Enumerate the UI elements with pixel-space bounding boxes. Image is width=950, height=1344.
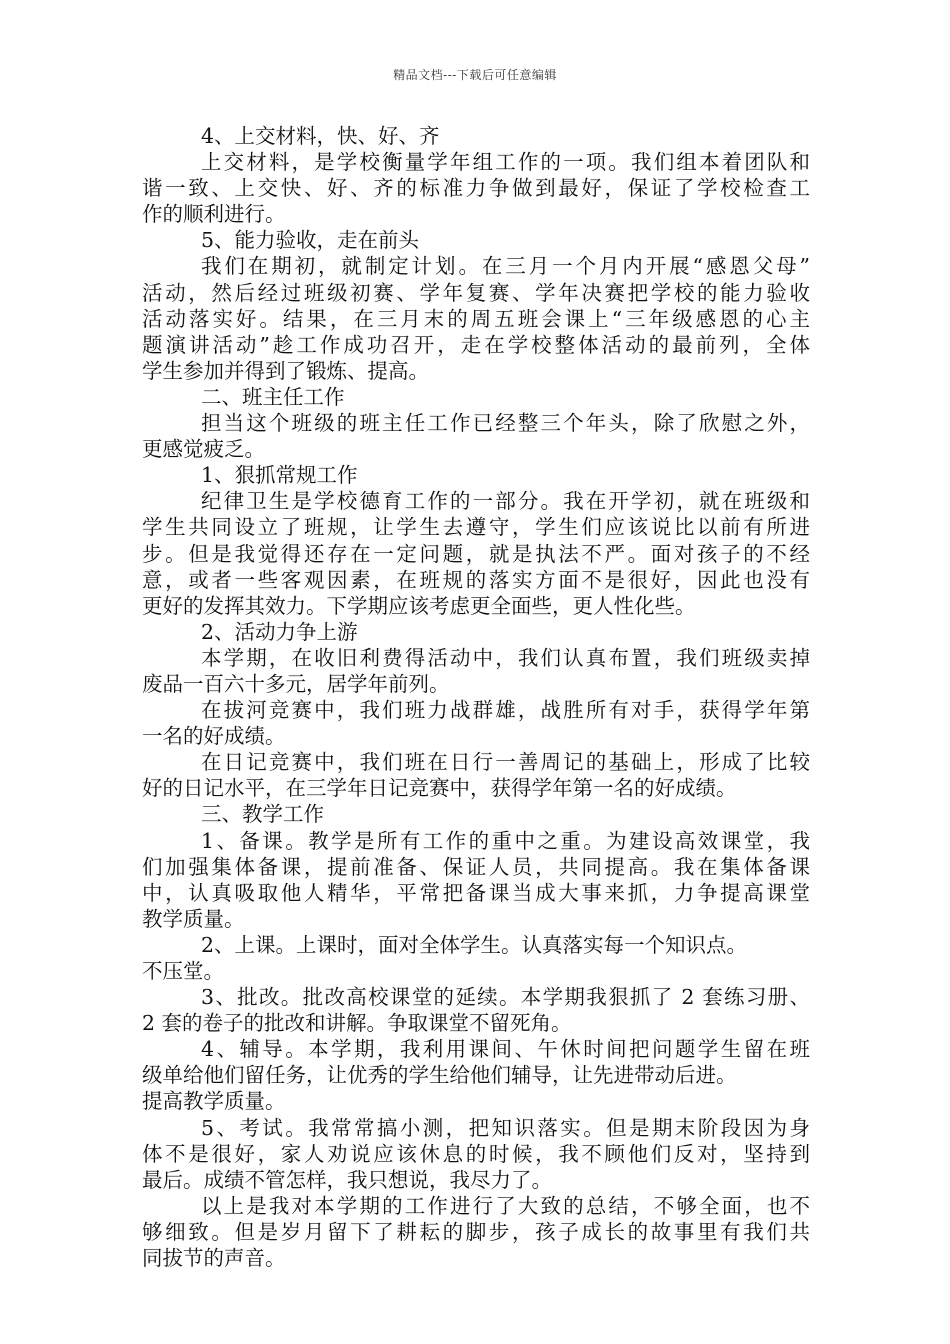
- text-line: 学生参加并得到了锻炼、提高。: [142, 358, 429, 383]
- text-line: 中，认真吸取他人精华，平常把备课当成大事来抓，力争提高课堂: [142, 880, 810, 905]
- text-line: 5、考试。我常常搞小测，把知识落实。但是期末阶段因为身: [201, 1115, 810, 1140]
- text-line: 上交材料，是学校衡量学年组工作的一项。我们组本着团队和: [201, 150, 810, 175]
- text-line: 2、活动力争上游: [201, 619, 358, 644]
- text-line: 教学质量。: [142, 906, 245, 931]
- text-line: 谐一致、上交快、好、齐的标准力争做到最好，保证了学校检查工: [142, 176, 810, 201]
- text-line: 最后。成绩不管怎样，我只想说，我尽力了。: [142, 1167, 552, 1192]
- text-line: 提高教学质量。: [142, 1089, 286, 1114]
- text-line: 同拔节的声音。: [142, 1246, 286, 1271]
- text-line: 不压堂。: [142, 959, 224, 983]
- text-line: 担当这个班级的班主任工作已经整三个年头，除了欣慰之外，: [201, 411, 810, 436]
- text-line: 作的顺利进行。: [142, 202, 286, 227]
- text-line: 级单给他们留任务，让优秀的学生给他们辅导，让先进带动后进。: [142, 1063, 737, 1088]
- text-line: 学生共同设立了班规，让学生去遵守，学生们应该说比以前有所进: [142, 515, 810, 540]
- text-line: 们加强集体备课，提前准备、保证人员，共同提高。我在集体备课: [142, 854, 810, 879]
- text-line: 4、辅导。本学期，我利用课间、午休时间把问题学生留在班: [201, 1037, 810, 1062]
- text-line: 我们在期初，就制定计划。在三月一个月内开展“感恩父母”: [201, 254, 810, 279]
- text-line: 纪律卫生是学校德育工作的一部分。我在开学初，就在班级和: [201, 489, 810, 514]
- text-line: 二、班主任工作: [201, 384, 345, 409]
- text-line: 5、能力验收，走在前头: [201, 228, 420, 253]
- text-line: 步。但是我觉得还存在一定问题，就是执法不严。面对孩子的不经: [142, 541, 810, 566]
- text-line: 更好的发挥其效力。下学期应该考虑更全面些，更人性化些。: [142, 593, 696, 618]
- page-header: 精品文档---下载后可任意编辑: [393, 68, 557, 82]
- text-line: 意，或者一些客观因素，在班规的落实方面不是很好，因此也没有: [142, 567, 810, 592]
- text-line: 2、上课。上课时，面对全体学生。认真落实每一个知识点。: [201, 932, 748, 957]
- text-line: 废品一百六十多元，居学年前列。: [142, 671, 450, 696]
- document-body: [142, 123, 810, 1271]
- text-line: 活动，然后经过班级初赛、学年复赛、学年决赛把学校的能力验收: [142, 280, 810, 305]
- text-line: 以上是我对本学期的工作进行了大致的总结，不够全面，也不: [201, 1193, 810, 1218]
- text-line: 2 套的卷子的批改和讲解。争取课堂不留死角。: [142, 1011, 572, 1036]
- text-line: 好的日记水平，在三学年日记竞赛中，获得学年第一名的好成绩。: [142, 776, 737, 801]
- text-line: 体不是很好，家人劝说应该休息的时候，我不顾他们反对，坚持到: [142, 1141, 810, 1166]
- text-line: 在拔河竞赛中，我们班力战群雄，战胜所有对手，获得学年第: [201, 698, 810, 723]
- text-line: 够细致。但是岁月留下了耕耘的脚步，孩子成长的故事里有我们共: [142, 1219, 810, 1244]
- text-line: 3、批改。批改高校课堂的延续。本学期我狠抓了 2 套练习册、: [201, 985, 810, 1010]
- text-line: 更感觉疲乏。: [142, 437, 265, 462]
- text-line: 三、教学工作: [201, 802, 324, 827]
- text-line: 题演讲活动”趁工作成功召开，走在学校整体活动的最前列，全体: [142, 332, 810, 357]
- text-line: 1、备课。教学是所有工作的重中之重。为建设高效课堂，我: [201, 828, 810, 853]
- text-line: 活动落实好。结果，在三月末的周五班会课上“三年级感恩的心主: [142, 306, 810, 331]
- text-line: 1、狠抓常规工作: [201, 463, 358, 488]
- text-line: 在日记竞赛中，我们班在日行一善周记的基础上，形成了比较: [201, 750, 810, 775]
- text-line: 一名的好成绩。: [142, 724, 286, 749]
- text-line: 4、上交材料，快、好、齐: [201, 124, 440, 148]
- text-line: 本学期，在收旧利费得活动中，我们认真布置，我们班级卖掉: [201, 645, 810, 670]
